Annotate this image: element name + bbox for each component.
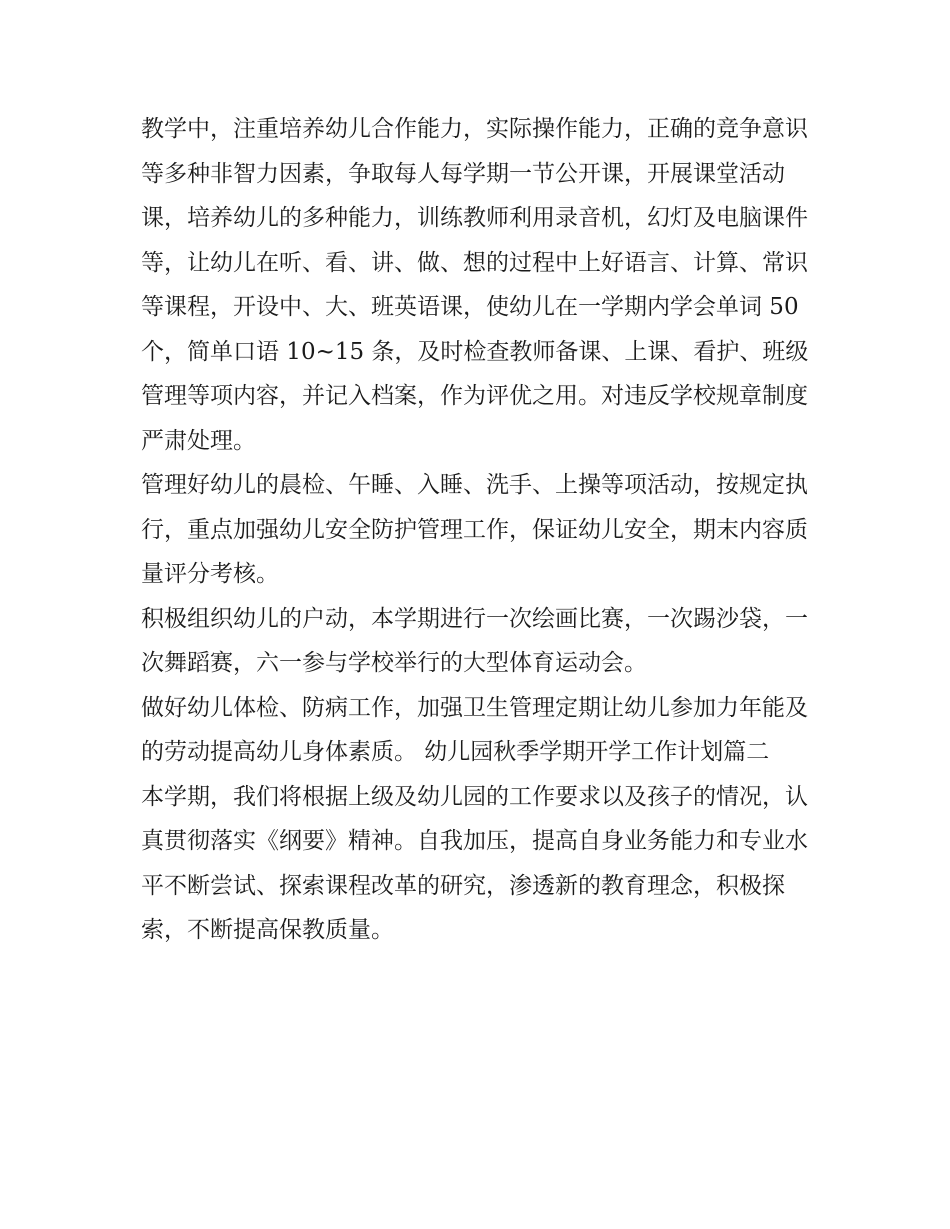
paragraph-teaching: 教学中，注重培养幼儿合作能力，实际操作能力，正确的竞争意识等多种非智力因素，争取每人每学期一节公开课，开展课堂活动课，培养幼儿的多种能力，训练教师利用录音机，幻灯及电脑课件等，让幼儿在听、看、讲、做、想的过程中上好语言、计算、常识等课程，开设中、大、班英语课，使幼儿在一学期内学会单词 50 个，简单口语 10~15 条，及时检查教师备课、上课、看护、班级管理等项内容，并记入档案，作为评优之用。对违反学校规章制度严肃处理。 — [141, 116, 809, 454]
paragraph-health: 做好幼儿体检、防病工作，加强卫生管理定期让幼儿参加力年能及的劳动提高幼儿身体素质。 幼儿园秋季学期开学工作计划篇二 — [141, 694, 808, 765]
paragraph-daily-management: 管理好幼儿的晨检、午睡、入睡、洗手、上操等项活动，按规定执行，重点加强幼儿安全防护管理工作，保证幼儿安全，期末内容质量评分考核。 — [141, 472, 808, 587]
paragraph-plan-two-intro: 本学期，我们将根据上级及幼儿园的工作要求以及孩子的情况，认真贯彻落实《纲要》精神。自我加压，提高自身业务能力和专业水平不断尝试、探索课程改革的研究，渗透新的教育理念，积极探索，不断提高保教质量。 — [141, 783, 808, 943]
document-body — [141, 107, 821, 953]
paragraph-activities: 积极组织幼儿的户动，本学期进行一次绘画比赛，一次踢沙袋，一次舞蹈赛，六一参与学校举行的大型体育运动会。 — [141, 605, 808, 676]
